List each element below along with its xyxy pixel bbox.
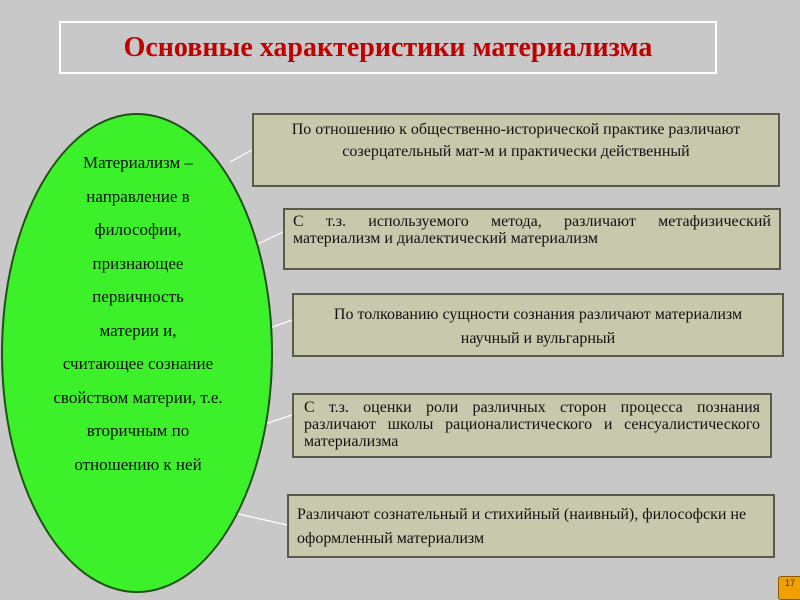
slide-title: Основные характеристики материализма [123,31,653,63]
characteristic-box-practice: По отношению к общественно-исторической практике различают созерцательный мат-м и практически действенный [252,113,780,187]
definition-line: отношению к ней [74,454,202,474]
definition-line: Материализм – [82,153,194,172]
connector-2 [258,232,283,244]
definition-text [30,146,246,481]
definition-line: вторичным по [86,421,190,440]
definition-line: свойством материи, т.е. [53,387,223,407]
characteristic-box-consciousness: По толкованию сущности сознания различают материализм научный и вульгарный [292,293,784,357]
characteristic-box-cognition: С т.з. оценки роли различных сторон процесса познания различают школы рационалистического и сенсуалистического материализма [292,393,772,458]
definition-line: первичность [92,287,184,306]
connector-3 [270,320,292,328]
definition-line: материи и, [99,320,177,340]
definition-line: считающее сознание [62,354,214,373]
connector-5 [230,512,287,525]
characteristic-box-method: С т.з. используемого метода, различают метафизический материализм и диалектический материализм [283,208,781,270]
definition-line: философии, [94,220,182,239]
characteristic-box-awareness: Различают сознательный и стихийный (наивный), философски не оформленный материализм [287,494,775,558]
page-number-badge[interactable]: 17 [778,576,800,600]
definition-line: признающее [92,253,184,273]
definition-line: направление в [86,186,190,206]
